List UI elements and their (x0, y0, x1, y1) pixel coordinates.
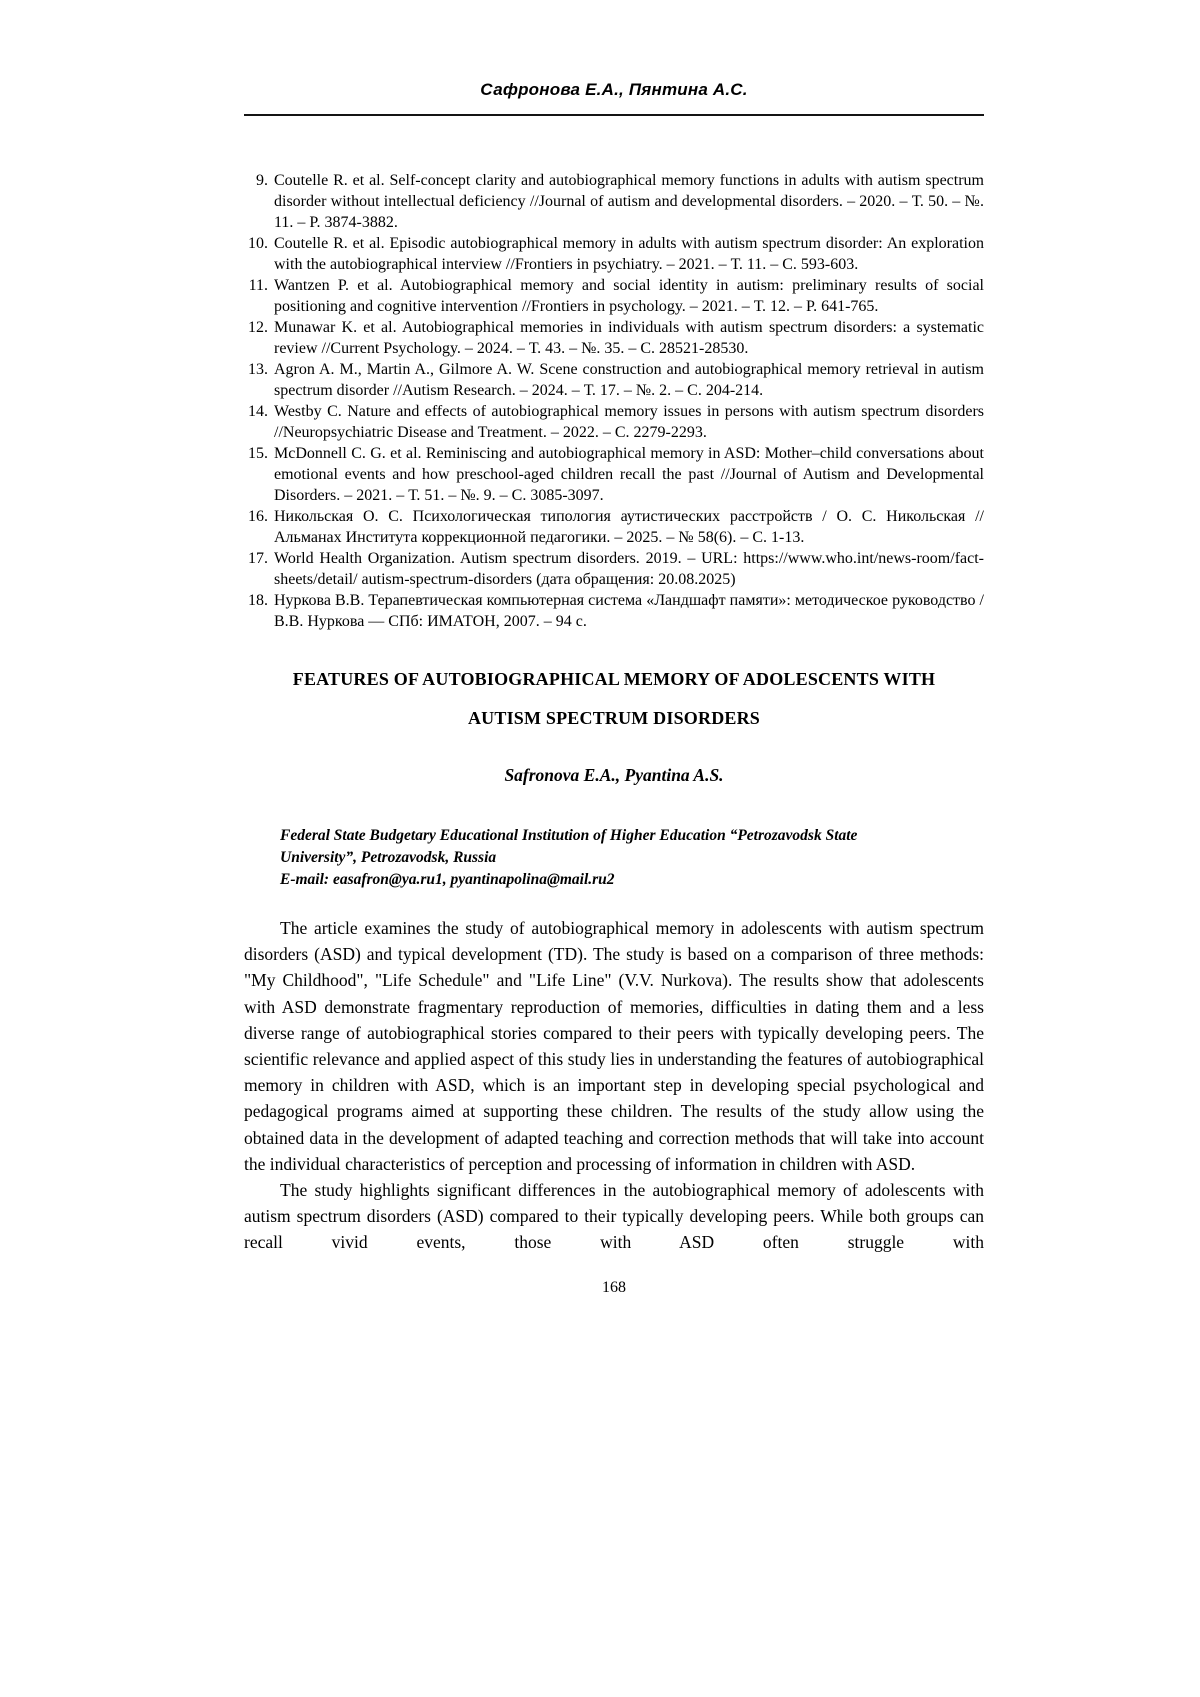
reference-text: McDonnell C. G. et al. Reminiscing and autobiographical memory in ASD: Mother–child conversations about emotional events and how preschool-aged children recall the past //Journal of Autism and Developmental Disorders. – 2021. – Т. 51. – №. 9. – С. 3085-3097. (274, 445, 984, 504)
reference-text: Нуркова В.В. Терапевтическая компьютерная система «Ландшафт памяти»: методическое руководство / В.В. Нуркова — СПб: ИМАТОН, 2007. – 94 с. (274, 592, 984, 630)
reference-number: 9. (256, 172, 268, 189)
reference-item (244, 590, 984, 632)
reference-text: Coutelle R. et al. Self-concept clarity and autobiographical memory functions in adults with autism spectrum disorder without intellectual deficiency //Journal of autism and developmental disorders. – 2020. – Т. 50. – №. 11. – P. 3874-3882. (274, 172, 984, 231)
reference-text: Никольская О. С. Психологическая типология аутистических расстройств / О. С. Никольская // Альманах Института коррекционной педагогики. – 2025. – № 58(6). – С. 1-13. (274, 508, 984, 546)
reference-text: Coutelle R. et al. Episodic autobiographical memory in adults with autism spectrum disorder: An exploration with the autobiographical interview //Frontiers in psychiatry. – 2021. – Т. 11. – С. 593-603. (274, 235, 984, 273)
reference-number: 14. (248, 403, 268, 420)
reference-text: Wantzen P. et al. Autobiographical memory and social identity in autism: preliminary results of social positioning and cognitive intervention //Frontiers in psychology. – 2021. – Т. 12. – P. 641-765. (274, 277, 984, 315)
abstract-paragraph: The study highlights significant differences in the autobiographical memory of adolescents with autism spectrum disorders (ASD) compared to their typically developing peers. While both groups can recall vivid events, those with ASD often struggle with (244, 1180, 984, 1253)
reference-item (244, 359, 984, 401)
abstract-paragraph: The article examines the study of autobiographical memory in adolescents with autism spectrum disorders (ASD) and typical development (TD). The study is based on a comparison of three methods: "My Childhood", "Life Schedule" and "Life Line" (V.V. Nurkova). The results show that adolescents with ASD demonstrate fragmentary reproduction of memories, difficulties in dating them and a less diverse range of autobiographical stories compared to their peers with typically developing peers. The scientific relevance and applied aspect of this study lies in understanding the features of autobiographical memory in children with ASD, which is an important step in developing special psychological and pedagogical programs aimed at supporting these children. The results of the study allow using the obtained data in the development of adapted teaching and correction methods that will take into account the individual characteristics of perception and processing of information in children with ASD. (244, 918, 984, 1174)
abstract (244, 915, 984, 1256)
article-title (244, 660, 984, 738)
page-number: 168 (602, 1278, 626, 1296)
running-head: Сафронова Е.А., Пянтина А.С. (480, 80, 748, 99)
reference-item (244, 443, 984, 506)
reference-text: World Health Organization. Autism spectrum disorders. 2019. – URL: https://www.who.int/news-room/fact-sheets/detail/ autism-spectrum-disorders (дата обращения: 20.08.2025) (274, 550, 984, 588)
reference-number: 13. (248, 361, 268, 378)
reference-number: 15. (248, 445, 268, 462)
affiliation-text: Federal State Budgetary Educational Institution of Higher Education “Petrozavodsk State University”, Petrozavodsk, Russia (280, 827, 858, 866)
reference-text: Westby C. Nature and effects of autobiographical memory issues in persons with autism spectrum disorders //Neuropsychiatric Disease and Treatment. – 2022. – С. 2279-2293. (274, 403, 984, 441)
article-title-line-1: FEATURES OF AUTOBIOGRAPHICAL MEMORY OF ADOLESCENTS WITH (292, 669, 936, 689)
reference-list (244, 170, 984, 632)
reference-item (244, 233, 984, 275)
reference-number: 11. (248, 277, 268, 294)
article-title-line-2: AUTISM SPECTRUM DISORDERS (467, 708, 761, 728)
affiliation-block (280, 825, 920, 891)
header-divider (244, 114, 984, 116)
reference-number: 16. (248, 508, 268, 525)
reference-item (244, 275, 984, 317)
reference-text: Agron A. M., Martin A., Gilmore A. W. Scene construction and autobiographical memory retrieval in autism spectrum disorder //Autism Research. – 2024. – Т. 17. – №. 2. – С. 204-214. (274, 361, 984, 399)
reference-number: 10. (248, 235, 268, 252)
article-authors: Safronova E.A., Pyantina A.S. (504, 765, 724, 785)
reference-number: 17. (248, 550, 268, 567)
reference-item (244, 548, 984, 590)
reference-item (244, 401, 984, 443)
reference-number: 18. (248, 592, 268, 609)
text-column (244, 0, 984, 1297)
reference-item (244, 506, 984, 548)
email-line: E-mail: easafron@ya.ru1, pyantinapolina@mail.ru2 (280, 871, 615, 888)
reference-number: 12. (248, 319, 268, 336)
reference-item (244, 317, 984, 359)
reference-item (244, 170, 984, 233)
reference-text: Munawar K. et al. Autobiographical memories in individuals with autism spectrum disorders: a systematic review //Current Psychology. – 2024. – Т. 43. – №. 35. – С. 28521-28530. (274, 319, 984, 357)
